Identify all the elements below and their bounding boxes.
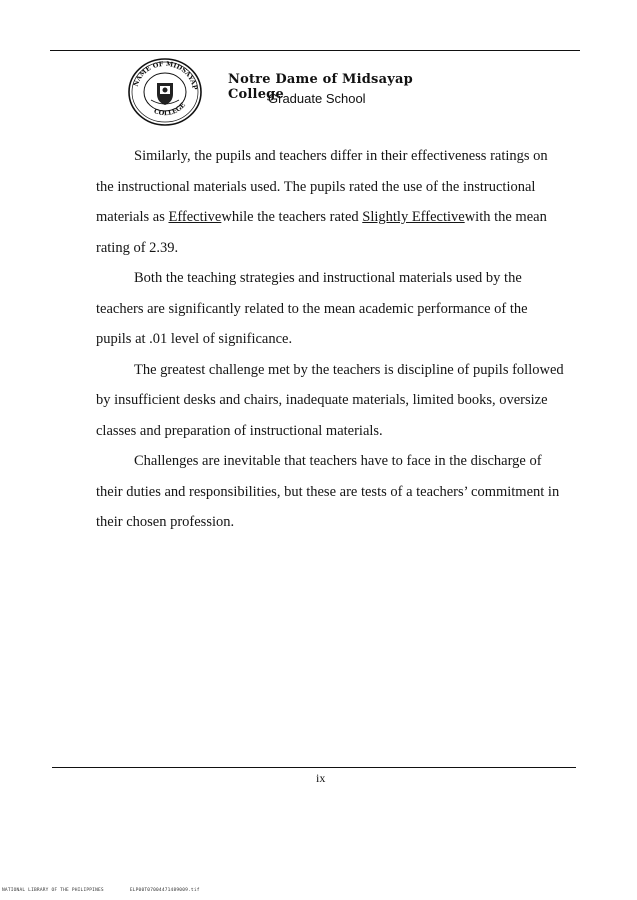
library-label: NATIONAL LIBRARY OF THE PHILIPPINES xyxy=(2,888,104,893)
p1-text-a: Similarly, the pupils and teachers differ in their effectiveness ratings on the instructional materials used. The pupils rated the use of the instructional materials as xyxy=(96,148,548,225)
svg-text:NAME OF MIDSAYAP: NAME OF MIDSAYAP xyxy=(131,59,199,91)
college-name: Notre Dame of Midsayap College xyxy=(228,72,413,102)
school-name: Graduate School xyxy=(268,91,366,106)
page-number: ix xyxy=(316,771,326,785)
header-rule xyxy=(50,50,580,51)
p1-text-b: while the teachers rated xyxy=(221,209,363,225)
footer-rule xyxy=(52,767,576,768)
svg-text:COLLEGE: COLLEGE xyxy=(152,101,187,118)
summary-body xyxy=(96,141,566,538)
rating-slightly-effective: Slightly Effective xyxy=(362,209,465,225)
scan-file-code: ELP00T07004471489009.tif xyxy=(129,888,200,893)
p1-text-c: with the mean rating of 2.39. xyxy=(96,209,547,256)
paragraph-2: Both the teaching strategies and instructional materials used by the teachers are significantly related to the mean academic performance of the pupils at .01 level of significance. xyxy=(96,270,528,347)
paragraph-1 xyxy=(96,141,566,263)
paragraph-4: Challenges are inevitable that teachers have to face in the discharge of their duties and responsibilities, but these are tests of a teachers’ commitment in their chosen profession. xyxy=(96,453,560,530)
college-seal-logo xyxy=(125,56,205,128)
scan-footer xyxy=(2,888,200,893)
paragraph-3: The greatest challenge met by the teachers is discipline of pupils followed by insufficient desks and chairs, inadequate materials, limited books, oversize classes and preparation of instructional materials. xyxy=(96,361,564,439)
rating-effective: Effective xyxy=(168,209,222,225)
